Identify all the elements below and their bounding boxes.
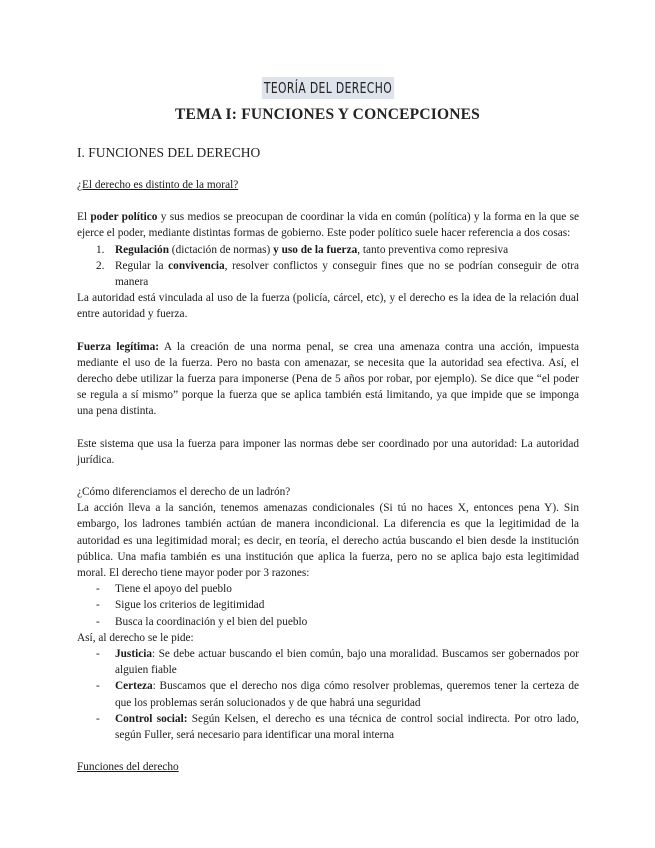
paragraph-autoridad: La autoridad está vinculada al uso de la fuerza (policía, cárcel, etc), y el derecho es la idea de la relación dual entre autoridad y fuerza. <box>77 292 579 321</box>
list-item: - Justicia: Se debe actuar buscando el bien común, bajo una moralidad. Buscamos ser gobernados por alguien fiable <box>96 648 579 677</box>
bullet-dash: - <box>96 599 100 612</box>
bullet-dash: - <box>96 583 100 596</box>
bullet-dash: - <box>96 712 100 725</box>
list-item: - Tiene el apoyo del pueblo <box>77 581 579 597</box>
paragraph-autoridad-juridica: Este sistema que usa la fuerza para imponer las normas debe ser coordinado por una autoridad: La autoridad jurídica. <box>77 437 579 466</box>
requirements-list <box>77 646 579 743</box>
bullet-dash: - <box>96 615 100 628</box>
reasons-list <box>77 581 579 630</box>
list-item: - Busca la coordinación y el bien del pueblo <box>77 614 579 630</box>
term-fuerza-legitima: Fuerza legítima: <box>77 340 159 353</box>
term-poder-politico: poder político <box>90 211 158 224</box>
document-title <box>0 77 655 99</box>
bullet-dash: - <box>96 648 100 661</box>
paragraph-se-le-pide: Así, al derecho se le pide: <box>77 631 194 644</box>
list-item: - Sigue los criterios de legitimidad <box>77 597 579 613</box>
chapter-title: TEMA I: FUNCIONES Y CONCEPCIONES <box>175 106 480 123</box>
paragraph-fuerza-legitima: Fuerza legítima: A la creación de una norma penal, se crea una amenaza contra una acción, impuesta mediante el uso de la fuerza. Pero no basta con amenazar, se necesita que la autoridad sea efectiva. Así, el derecho debe utilizar la fuerza para imponerse (Pena de 5 años por robar, por ejemplo). Se dice que “el poder se regula a sí mismo” porque la fuerza que se aplica también está limitando, ya que impide que se imponga una pena distinta. <box>77 340 579 418</box>
paragraph-sancion: La acción lleva a la sanción, tenemos amenazas condicionales (Si tú no haces X, entonces pena Y). Sin embargo, los ladrones también actúan de manera incondicional. La diferencia es que la legitimidad de la autoridad es una legitimidad moral; es decir, en teoría, el derecho actúa buscando el bien desde la institución pública. Una mafia también es una institución que aplica la fuerza, pero no se aplica bajo esta legitimidad moral. El derecho tiene mayor poder por 3 razones: <box>77 502 579 580</box>
document-title-text: TEORÍA DEL DERECHO <box>261 77 393 99</box>
bullet-dash: - <box>96 680 100 693</box>
question-heading-ladron: ¿Cómo diferenciamos el derecho de un ladrón? <box>77 486 291 499</box>
paragraph-poder-politico: El poder político y sus medios se preocupan de coordinar la vida en común (política) y la forma en la que se ejerce el poder, mediante distintas formas de gobierno. Este poder político suele hacer referencia a dos cosas: <box>77 211 579 240</box>
numbered-list <box>77 242 579 291</box>
list-item: - Certeza: Buscamos que el derecho nos diga cómo resolver problemas, queremos tener la certeza de que los problemas serán solucionados y de que habrá una seguridad <box>96 680 579 709</box>
list-item: 1. Regulación (dictación de normas) y uso de la fuerza, tanto preventiva como represiva <box>77 242 579 258</box>
section-heading: I. FUNCIONES DEL DERECHO <box>77 145 261 160</box>
list-item: 2. Regular la convivencia, resolver conflictos y conseguir fines que no se podrían conseguir de otra manera <box>96 259 579 289</box>
subheading-funciones: Funciones del derecho <box>77 761 179 774</box>
list-number: 1. <box>96 243 105 256</box>
question-heading-moral: ¿El derecho es distinto de la moral? <box>77 179 239 191</box>
document-body <box>77 177 579 776</box>
list-item: - Control social: Según Kelsen, el derecho es una técnica de control social indirecta. Por otro lado, según Fuller, será necesario para identificar una moral interna <box>96 712 579 742</box>
list-number: 2. <box>96 259 105 272</box>
